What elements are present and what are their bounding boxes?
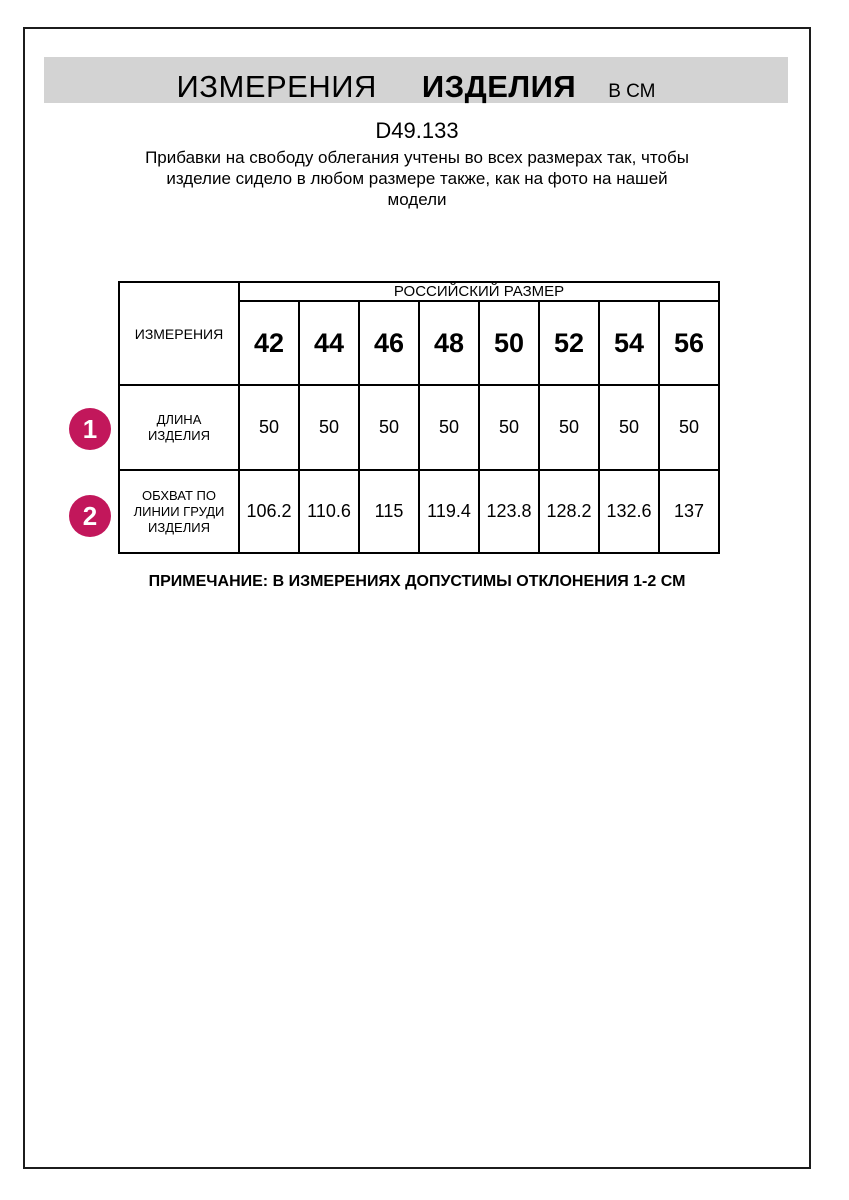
table-row-length [119,385,719,470]
size-column-header: 54 [599,301,659,385]
length-value: 50 [419,385,479,470]
russian-size-header: РОССИЙСКИЙ РАЗМЕР [239,282,719,301]
length-value: 50 [299,385,359,470]
fit-description-line-2: изделие сидело в любом размере также, как на фото на нашей [166,169,668,188]
title-bar [44,57,788,103]
length-value: 50 [539,385,599,470]
title-word-product: ИЗДЕЛИЯ [421,69,577,104]
page-title [177,64,656,115]
chest-value: 128.2 [539,470,599,553]
length-value: 50 [659,385,719,470]
size-column-header: 48 [419,301,479,385]
length-value: 50 [599,385,659,470]
title-unit-cm: В СМ [608,81,656,102]
chest-value: 106.2 [239,470,299,553]
title-word-measurements: ИЗМЕРЕНИЯ [176,69,377,104]
size-column-header: 56 [659,301,719,385]
table-row-chest [119,470,719,553]
size-column-header: 42 [239,301,299,385]
chest-value: 115 [359,470,419,553]
size-column-header: 46 [359,301,419,385]
chest-value: 110.6 [299,470,359,553]
length-value: 50 [239,385,299,470]
chest-value: 123.8 [479,470,539,553]
tolerance-note: ПРИМЕЧАНИЕ: В ИЗМЕРЕНИЯХ ДОПУСТИМЫ ОТКЛОНЕНИЯ 1-2 СМ [148,573,686,590]
chest-value: 132.6 [599,470,659,553]
product-code: D49.133 [375,118,459,143]
fit-description-line-1: Прибавки на свободу облегания учтены во всех размерах так, чтобы [145,148,689,167]
chest-value: 119.4 [419,470,479,553]
row-label-chest: ОБХВАТ ПО ЛИНИИ ГРУДИ ИЗДЕЛИЯ [119,470,239,553]
size-column-header: 44 [299,301,359,385]
fit-description-line-3: модели [387,190,447,209]
table-corner-label: ИЗМЕРЕНИЯ [119,282,239,385]
size-column-header: 52 [539,301,599,385]
size-column-header: 50 [479,301,539,385]
table-group-header-row [119,282,719,301]
chest-value: 137 [659,470,719,553]
row-label-length: ДЛИНА ИЗДЕЛИЯ [119,385,239,470]
page-border-frame [23,27,811,1169]
fit-description [25,147,809,210]
size-table [118,281,720,554]
row-marker-1: 1 [69,408,111,450]
length-value: 50 [479,385,539,470]
row-marker-2: 2 [69,495,111,537]
length-value: 50 [359,385,419,470]
